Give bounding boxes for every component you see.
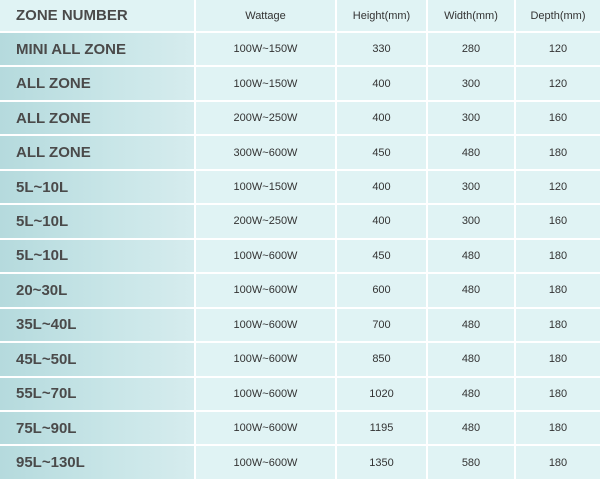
table-cell-width: 300 bbox=[428, 102, 516, 136]
table-cell-height: 1020 bbox=[337, 378, 428, 412]
table-cell-wattage: 300W~600W bbox=[196, 136, 337, 170]
table-cell-width: 480 bbox=[428, 343, 516, 377]
table-cell-height: 700 bbox=[337, 309, 428, 343]
header-height: Height(mm) bbox=[337, 0, 428, 33]
table-cell-depth: 180 bbox=[516, 412, 600, 446]
table-cell-zone: MINI ALL ZONE bbox=[0, 33, 196, 67]
table-cell-zone: 5L~10L bbox=[0, 171, 196, 205]
table-cell-zone: ALL ZONE bbox=[0, 67, 196, 101]
header-wattage: Wattage bbox=[196, 0, 337, 33]
table-cell-height: 400 bbox=[337, 171, 428, 205]
table-cell-width: 300 bbox=[428, 205, 516, 239]
table-cell-depth: 120 bbox=[516, 171, 600, 205]
table-cell-depth: 180 bbox=[516, 309, 600, 343]
table-cell-width: 480 bbox=[428, 136, 516, 170]
table-cell-width: 580 bbox=[428, 446, 516, 480]
table-cell-wattage: 100W~600W bbox=[196, 412, 337, 446]
table-cell-wattage: 100W~600W bbox=[196, 378, 337, 412]
table-cell-width: 300 bbox=[428, 171, 516, 205]
table-cell-width: 480 bbox=[428, 274, 516, 308]
table-cell-width: 280 bbox=[428, 33, 516, 67]
table-cell-height: 600 bbox=[337, 274, 428, 308]
table-cell-zone: 5L~10L bbox=[0, 205, 196, 239]
table-cell-wattage: 100W~600W bbox=[196, 309, 337, 343]
table-cell-zone: 35L~40L bbox=[0, 309, 196, 343]
table-cell-height: 1195 bbox=[337, 412, 428, 446]
table-cell-width: 480 bbox=[428, 378, 516, 412]
table-cell-zone: 45L~50L bbox=[0, 343, 196, 377]
table-cell-depth: 180 bbox=[516, 446, 600, 480]
table-cell-wattage: 100W~150W bbox=[196, 33, 337, 67]
header-width: Width(mm) bbox=[428, 0, 516, 33]
table-cell-depth: 180 bbox=[516, 274, 600, 308]
table-cell-width: 480 bbox=[428, 240, 516, 274]
table-cell-depth: 120 bbox=[516, 67, 600, 101]
table-cell-wattage: 200W~250W bbox=[196, 205, 337, 239]
table-cell-wattage: 100W~600W bbox=[196, 343, 337, 377]
table-cell-height: 450 bbox=[337, 136, 428, 170]
table-cell-wattage: 100W~150W bbox=[196, 171, 337, 205]
table-cell-height: 400 bbox=[337, 102, 428, 136]
header-zone-number: ZONE NUMBER bbox=[0, 0, 196, 33]
table-cell-zone: 5L~10L bbox=[0, 240, 196, 274]
table-cell-depth: 180 bbox=[516, 240, 600, 274]
table-cell-height: 400 bbox=[337, 67, 428, 101]
table-cell-depth: 160 bbox=[516, 102, 600, 136]
table-cell-width: 480 bbox=[428, 309, 516, 343]
table-cell-height: 850 bbox=[337, 343, 428, 377]
table-cell-depth: 180 bbox=[516, 136, 600, 170]
table-cell-width: 480 bbox=[428, 412, 516, 446]
table-cell-zone: 95L~130L bbox=[0, 446, 196, 480]
table-cell-zone: 75L~90L bbox=[0, 412, 196, 446]
table-cell-zone: 20~30L bbox=[0, 274, 196, 308]
table-cell-zone: ALL ZONE bbox=[0, 136, 196, 170]
table-cell-depth: 180 bbox=[516, 378, 600, 412]
table-cell-wattage: 100W~150W bbox=[196, 67, 337, 101]
table-cell-wattage: 200W~250W bbox=[196, 102, 337, 136]
table-cell-height: 330 bbox=[337, 33, 428, 67]
table-cell-depth: 120 bbox=[516, 33, 600, 67]
table-cell-wattage: 100W~600W bbox=[196, 446, 337, 480]
table-cell-height: 450 bbox=[337, 240, 428, 274]
header-depth: Depth(mm) bbox=[516, 0, 600, 33]
table-cell-zone: ALL ZONE bbox=[0, 102, 196, 136]
table-cell-zone: 55L~70L bbox=[0, 378, 196, 412]
table-cell-wattage: 100W~600W bbox=[196, 274, 337, 308]
table-cell-width: 300 bbox=[428, 67, 516, 101]
table-cell-depth: 180 bbox=[516, 343, 600, 377]
table-cell-height: 1350 bbox=[337, 446, 428, 480]
table-cell-wattage: 100W~600W bbox=[196, 240, 337, 274]
table-cell-height: 400 bbox=[337, 205, 428, 239]
table-cell-depth: 160 bbox=[516, 205, 600, 239]
